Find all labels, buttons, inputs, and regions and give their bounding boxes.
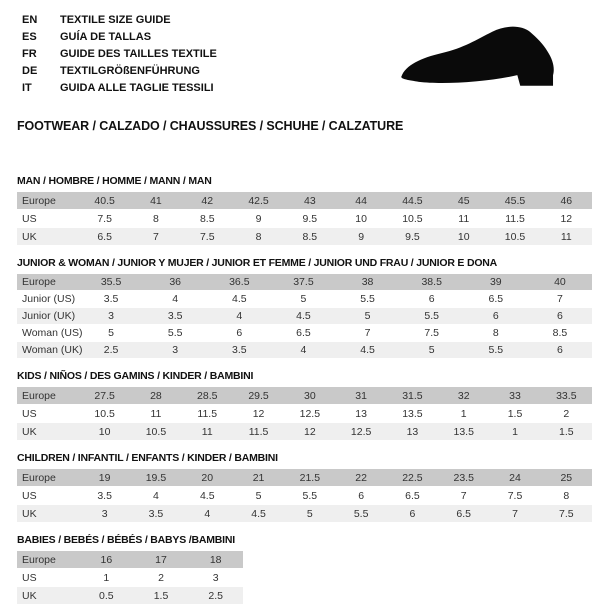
size-cell: 11.5 [197,407,218,420]
size-cell: 19 [98,471,111,484]
table-title: MAN / HOMBRE / HOMME / MANN / MAN [17,175,212,187]
language-label: TEXTILGRÖßENFÜHRUNG [60,65,200,77]
row-label: Junior (UK) [22,310,76,322]
size-cell: 5.5 [424,310,439,322]
table-row [17,469,592,486]
size-cell: 5 [306,507,313,520]
size-cell: 42 [201,194,214,207]
row-label: UK [22,507,37,520]
size-cell: 6.5 [97,230,112,243]
size-cell: 9.5 [405,230,420,243]
size-cell: 10.5 [145,425,167,438]
table-row [17,423,592,440]
size-cell: 10.5 [94,407,115,420]
language-label: GUIDE DES TAILLES TEXTILE [60,48,217,60]
size-cell: 11.5 [505,212,525,225]
table-row [17,342,592,358]
size-cell: 12.5 [299,407,321,420]
size-cell: 21.5 [299,471,321,484]
table-title: BABIES / BEBÉS / BÉBÉS / BABYS /BAMBINI [17,534,235,546]
table-title: CHILDREN / INFANTIL / ENFANTS / KINDER / BAMBINI [17,452,278,464]
language-label: TEXTILE SIZE GUIDE [60,14,171,26]
size-cell: 6.5 [488,293,504,305]
size-cell: 36.5 [229,276,250,288]
size-cell: 4 [300,344,307,356]
size-cell: 18 [209,553,222,566]
size-cell: 8.5 [199,212,215,225]
size-cell: 28 [150,389,162,402]
size-cell: 4 [204,507,211,520]
size-cell: 2 [563,407,570,420]
language-label: GUÍA DE TALLAS [60,31,152,43]
size-cell: 6.5 [296,327,311,339]
size-cell: 5 [364,310,371,322]
size-cell: 1 [512,425,518,438]
size-cell: 11 [458,212,470,225]
shoe-icon [393,24,578,106]
size-cell: 8.5 [302,230,318,243]
language-label: GUIDA ALLE TAGLIE TESSILI [60,82,214,94]
size-cell: 45.5 [504,194,526,207]
size-cell: 3.5 [97,489,112,502]
size-cell: 10.5 [504,230,526,243]
size-cell: 33.5 [556,389,577,402]
table-title: KIDS / NIÑOS / DES GAMINS / KINDER / BAMBINI [17,370,254,382]
size-cell: 7 [460,489,467,502]
size-table [17,192,592,245]
table-row [17,569,243,586]
page-header [17,12,592,106]
size-cell: 8 [492,327,499,339]
size-cell: 12 [560,212,573,225]
size-cell: 13 [406,425,419,438]
size-cell: 7.5 [559,507,574,520]
size-cell: 33 [509,389,521,402]
size-cell: 6 [428,293,435,305]
table-row [17,192,592,209]
size-table-section [17,452,592,522]
size-cell: 11 [201,425,213,438]
language-code: IT [22,82,32,94]
size-tables [17,175,592,604]
size-cell: 28.5 [197,389,218,402]
table-title: JUNIOR & WOMAN / JUNIOR Y MUJER / JUNIOR ET FEMME / JUNIOR UND FRAU / JUNIOR E DONA [17,257,498,269]
size-cell: 7.5 [97,212,112,225]
size-cell: 3.5 [103,293,119,305]
size-table-section [17,534,592,604]
size-cell: 29.5 [248,389,269,402]
size-cell: 6 [358,489,365,502]
size-cell: 3.5 [232,344,247,356]
size-cell: 20 [201,471,214,484]
table-row [17,274,592,290]
row-label: Woman (US) [22,327,83,339]
size-cell: 7.5 [424,327,439,339]
table-row [17,487,592,504]
size-cell: 8 [153,212,159,225]
size-cell: 3.5 [167,310,183,322]
size-cell: 6.5 [456,507,472,520]
size-table-section [17,175,592,245]
size-cell: 1.5 [559,425,574,438]
size-cell: 10 [457,230,470,243]
row-label: Woman (UK) [22,344,83,356]
size-cell: 5.5 [360,293,375,305]
size-cell: 9 [255,212,262,225]
table-row [17,505,592,522]
size-cell: 44.5 [402,194,423,207]
size-cell: 38.5 [421,276,442,288]
size-cell: 6 [409,507,416,520]
table-row [17,551,243,568]
size-cell: 13.5 [453,425,474,438]
size-cell: 8 [255,230,262,243]
language-row [22,46,217,63]
size-cell: 4.5 [360,344,375,356]
size-cell: 16 [100,553,113,566]
size-cell: 10 [355,212,367,225]
size-cell: 11 [560,230,572,243]
row-label: US [22,489,37,502]
size-cell: 5.5 [302,489,318,502]
size-cell: 9.5 [302,212,318,225]
size-cell: 35.5 [100,276,122,288]
row-label: US [22,407,37,420]
size-cell: 2.5 [103,344,119,356]
size-cell: 2.5 [208,589,223,602]
language-code: EN [22,14,38,26]
size-cell: 17 [155,553,167,566]
table-row [17,405,592,422]
size-cell: 12 [252,407,265,420]
table-row [17,387,592,404]
size-cell: 6 [236,327,243,339]
size-cell: 4.5 [232,293,247,305]
size-cell: 44 [355,194,367,207]
table-row [17,325,592,341]
size-cell: 11.5 [248,425,269,438]
size-table [17,274,592,358]
language-code: FR [22,48,37,60]
size-cell: 38 [361,276,374,288]
row-label: Europe [22,276,56,288]
size-cell: 21 [252,471,265,484]
size-cell: 5.5 [488,344,504,356]
row-label: Europe [22,389,56,402]
language-code: ES [22,31,37,43]
table-row [17,210,592,227]
size-cell: 5 [108,327,114,339]
size-cell: 41 [150,194,162,207]
size-cell: 9 [358,230,365,243]
size-cell: 1.5 [153,589,169,602]
size-cell: 0.5 [99,589,114,602]
language-row [22,29,217,46]
size-cell: 12.5 [350,425,372,438]
size-cell: 1 [103,571,110,584]
size-cell: 3 [108,310,114,322]
size-cell: 23.5 [453,471,474,484]
row-label: Europe [22,471,56,484]
row-label: Europe [22,194,56,207]
language-row [22,63,217,80]
size-cell: 7 [512,507,518,520]
size-cell: 43 [303,194,316,207]
size-cell: 5.5 [167,327,183,339]
language-row [22,80,217,97]
size-cell: 40.5 [94,194,115,207]
table-row [17,228,592,245]
size-cell: 31.5 [402,389,423,402]
size-cell: 6 [492,310,499,322]
size-cell: 6.5 [405,489,420,502]
size-cell: 37.5 [293,276,314,288]
row-label: UK [22,425,37,438]
size-cell: 4 [153,489,159,502]
size-cell: 46 [560,194,573,207]
size-cell: 5 [428,344,435,356]
size-cell: 4 [236,310,243,322]
size-cell: 3.5 [148,507,164,520]
size-cell: 2 [158,571,164,584]
size-cell: 22 [355,471,367,484]
size-cell: 4.5 [199,489,215,502]
size-cell: 36 [169,276,182,288]
size-cell: 8.5 [552,327,568,339]
size-cell: 25 [560,471,573,484]
size-cell: 3 [172,344,179,356]
size-cell: 1 [460,407,467,420]
size-cell: 19.5 [145,471,167,484]
size-cell: 4 [172,293,179,305]
table-row [17,308,592,324]
size-cell: 6 [557,310,563,322]
size-cell: 5 [300,293,307,305]
row-label: UK [22,230,37,243]
size-cell: 12 [303,425,316,438]
shoe-icon-svg [393,24,578,106]
size-cell: 7.5 [507,489,523,502]
language-code: DE [22,65,38,77]
size-cell: 30 [303,389,316,402]
row-label: US [22,212,37,225]
size-cell: 3 [101,507,108,520]
size-cell: 1.5 [507,407,523,420]
size-cell: 7 [364,327,371,339]
size-cell: 4.5 [251,507,266,520]
size-table [17,469,592,522]
size-cell: 24 [509,471,521,484]
size-cell: 7 [153,230,159,243]
size-table-section [17,370,592,440]
size-cell: 42.5 [248,194,269,207]
size-cell: 10.5 [402,212,423,225]
size-cell: 13.5 [402,407,423,420]
size-cell: 27.5 [94,389,115,402]
size-cell: 7.5 [199,230,215,243]
size-cell: 4.5 [296,310,311,322]
size-cell: 13 [355,407,367,420]
size-cell: 32 [457,389,470,402]
size-cell: 6 [557,344,563,356]
size-cell: 7 [557,293,563,305]
size-cell: 22.5 [402,471,423,484]
row-label: Europe [22,553,56,566]
size-cell: 3 [212,571,219,584]
category-title: FOOTWEAR / CALZADO / CHAUSSURES / SCHUHE / CALZATURE [17,119,404,133]
table-row [17,291,592,307]
size-cell: 39 [489,276,502,288]
size-table [17,551,243,604]
language-list [22,12,217,97]
size-table [17,387,592,440]
size-cell: 31 [355,389,367,402]
language-row [22,12,217,29]
size-cell: 8 [563,489,570,502]
row-label: UK [22,589,37,602]
size-cell: 10 [98,425,111,438]
size-cell: 5 [255,489,262,502]
row-label: Junior (US) [22,293,76,305]
size-cell: 40 [554,276,566,288]
table-row [17,587,243,604]
row-label: US [22,571,37,584]
size-cell: 11 [150,407,162,420]
size-cell: 5.5 [353,507,369,520]
size-cell: 45 [457,194,470,207]
size-table-section [17,257,592,358]
